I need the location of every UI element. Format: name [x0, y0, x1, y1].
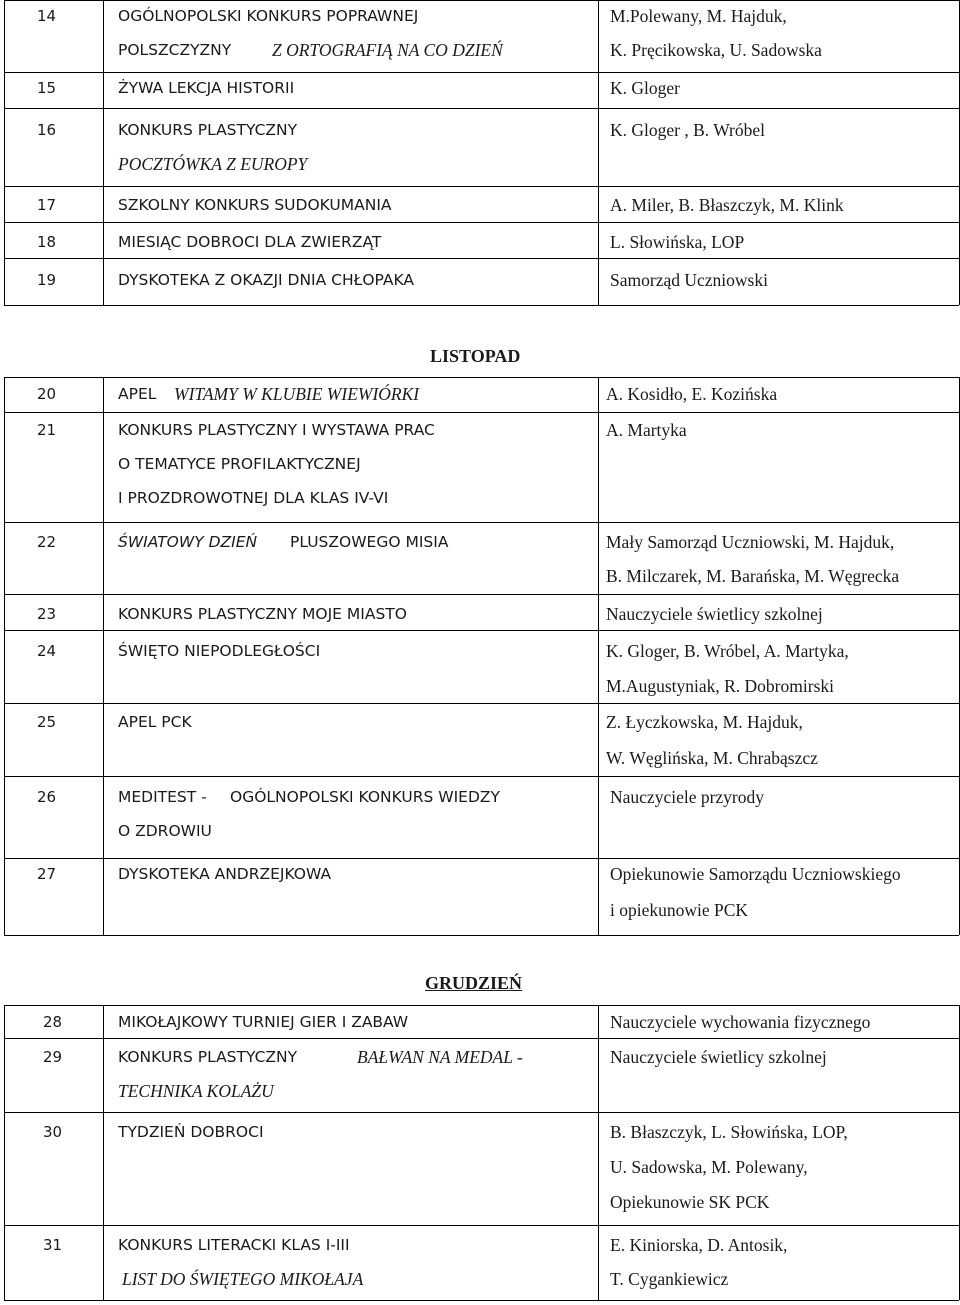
row-number: 30: [43, 1123, 63, 1141]
row-divider: [4, 1038, 959, 1039]
row-divider: [4, 72, 959, 73]
row-divider: [4, 258, 959, 259]
responsible: B. Błaszczyk, L. Słowińska, LOP,: [610, 1122, 848, 1142]
row-divider: [4, 776, 959, 777]
event-title: KONKURS PLASTYCZNY MOJE MIASTO: [118, 605, 407, 623]
responsible: U. Sadowska, M. Polewany,: [610, 1157, 808, 1177]
table-border: [598, 1005, 599, 1300]
table-border: [4, 377, 5, 935]
row-number: 21: [37, 421, 57, 439]
responsible: L. Słowińska, LOP: [610, 232, 745, 252]
responsible: Nauczyciele świetlicy szkolnej: [606, 604, 823, 624]
responsible: A. Kosidło, E. Kozińska: [606, 384, 778, 404]
row-divider: [4, 594, 959, 595]
row-number: 18: [37, 233, 57, 251]
event-title: DYSKOTEKA ANDRZEJKOWA: [118, 865, 332, 883]
section-heading-grudzien: GRUDZIEŃ: [425, 973, 523, 993]
table-border: [4, 0, 959, 1]
event-title: OGÓLNOPOLSKI KONKURS POPRAWNEJ: [118, 7, 419, 25]
row-divider: [4, 1225, 959, 1226]
row-divider: [4, 630, 959, 631]
row-number: 23: [37, 605, 57, 623]
table-border: [103, 0, 104, 305]
event-title: KONKURS PLASTYCZNY: [118, 1048, 298, 1066]
responsible: Nauczyciele przyrody: [610, 787, 765, 807]
row-number: 29: [43, 1048, 63, 1066]
table-border: [598, 377, 599, 935]
table-border: [598, 0, 599, 305]
event-title: ŚWIĘTO NIEPODLEGŁOŚCI: [118, 642, 321, 660]
responsible: K. Pręcikowska, U. Sadowska: [610, 40, 822, 60]
responsible: B. Milczarek, M. Barańska, M. Węgrecka: [606, 566, 900, 586]
responsible: W. Węglińska, M. Chrabąszcz: [606, 748, 818, 768]
row-divider: [4, 703, 959, 704]
event-title: I PROZDROWOTNEJ DLA KLAS IV-VI: [118, 489, 389, 507]
event-title: TECHNIKA KOLAŻU: [118, 1081, 274, 1101]
event-title: PLUSZOWEGO MISIA: [290, 533, 449, 551]
event-title: KONKURS PLASTYCZNY: [118, 121, 298, 139]
row-number: 14: [37, 7, 57, 25]
row-divider: [4, 222, 959, 223]
event-title: MEDITEST -: [118, 788, 207, 806]
row-number: 16: [37, 121, 57, 139]
event-title: ŻYWA LEKCJA HISTORII: [118, 79, 295, 97]
row-number: 22: [37, 533, 57, 551]
event-title: Z ORTOGRAFIĄ NA CO DZIEŃ: [272, 40, 503, 60]
row-number: 25: [37, 713, 57, 731]
event-title: APEL PCK: [118, 713, 192, 731]
event-title: SZKOLNY KONKURS SUDOKUMANIA: [118, 196, 392, 214]
row-divider: [4, 108, 959, 109]
responsible: Z. Łyczkowska, M. Hajduk,: [606, 712, 803, 732]
table-border: [4, 1005, 959, 1006]
responsible: i opiekunowie PCK: [610, 900, 749, 920]
event-title: BAŁWAN NA MEDAL -: [357, 1047, 523, 1067]
responsible: Samorząd Uczniowski: [610, 270, 768, 290]
row-number: 28: [43, 1013, 63, 1031]
row-number: 17: [37, 196, 57, 214]
event-title: POLSZCZYZNY: [118, 41, 232, 59]
row-divider: [4, 1112, 959, 1113]
responsible: Mały Samorząd Uczniowski, M. Hajduk,: [606, 532, 895, 552]
responsible: M.Augustyniak, R. Dobromirski: [606, 676, 834, 696]
event-title: OGÓLNOPOLSKI KONKURS WIEDZY: [230, 788, 500, 806]
responsible: A. Miler, B. Błaszczyk, M. Klink: [610, 195, 844, 215]
row-divider: [4, 858, 959, 859]
responsible: Opiekunowie SK PCK: [610, 1192, 770, 1212]
row-number: 15: [37, 79, 57, 97]
event-title: KONKURS LITERACKI KLAS I-III: [118, 1236, 350, 1254]
row-number: 24: [37, 642, 57, 660]
row-number: 20: [37, 385, 57, 403]
event-title: APEL: [118, 385, 157, 403]
table-border: [4, 1005, 5, 1300]
responsible: Opiekunowie Samorządu Uczniowskiego: [610, 864, 901, 884]
event-title: MIKOŁAJKOWY TURNIEJ GIER I ZABAW: [118, 1013, 409, 1031]
table-border: [103, 1005, 104, 1300]
event-title: ŚWIATOWY DZIEŃ: [118, 533, 258, 551]
event-title: LIST DO ŚWIĘTEGO MIKOŁAJA: [122, 1269, 364, 1289]
row-divider: [4, 412, 959, 413]
table-border: [103, 377, 104, 935]
responsible: Nauczyciele świetlicy szkolnej: [610, 1047, 827, 1067]
responsible: K. Gloger , B. Wróbel: [610, 120, 765, 140]
responsible: T. Cygankiewicz: [610, 1269, 729, 1289]
responsible: Nauczyciele wychowania fizycznego: [610, 1012, 871, 1032]
section-heading-listopad: LISTOPAD: [430, 346, 521, 366]
responsible: K. Gloger: [610, 78, 680, 98]
event-title: WITAMY W KLUBIE WIEWIÓRKI: [174, 384, 420, 404]
event-title: DYSKOTEKA Z OKAZJI DNIA CHŁOPAKA: [118, 271, 414, 289]
event-title: O TEMATYCE PROFILAKTYCZNEJ: [118, 455, 361, 473]
row-divider: [4, 522, 959, 523]
event-title: TYDZIEŃ DOBROCI: [118, 1123, 264, 1141]
event-title: KONKURS PLASTYCZNY I WYSTAWA PRAC: [118, 421, 435, 439]
row-number: 31: [43, 1236, 63, 1254]
table-border: [4, 935, 959, 936]
table-border: [4, 0, 5, 305]
event-title: MIESIĄC DOBROCI DLA ZWIERZĄT: [118, 233, 382, 251]
responsible: E. Kiniorska, D. Antosik,: [610, 1235, 788, 1255]
table-border: [4, 1300, 959, 1301]
table-border: [4, 305, 959, 306]
row-number: 19: [37, 271, 57, 289]
event-title: O ZDROWIU: [118, 822, 212, 840]
responsible: A. Martyka: [606, 420, 687, 440]
event-title: POCZTÓWKA Z EUROPY: [118, 154, 308, 174]
row-number: 26: [37, 788, 57, 806]
row-divider: [4, 186, 959, 187]
row-number: 27: [37, 865, 57, 883]
table-border: [4, 377, 959, 378]
responsible: K. Gloger, B. Wróbel, A. Martyka,: [606, 641, 849, 661]
responsible: M.Polewany, M. Hajduk,: [610, 6, 787, 26]
